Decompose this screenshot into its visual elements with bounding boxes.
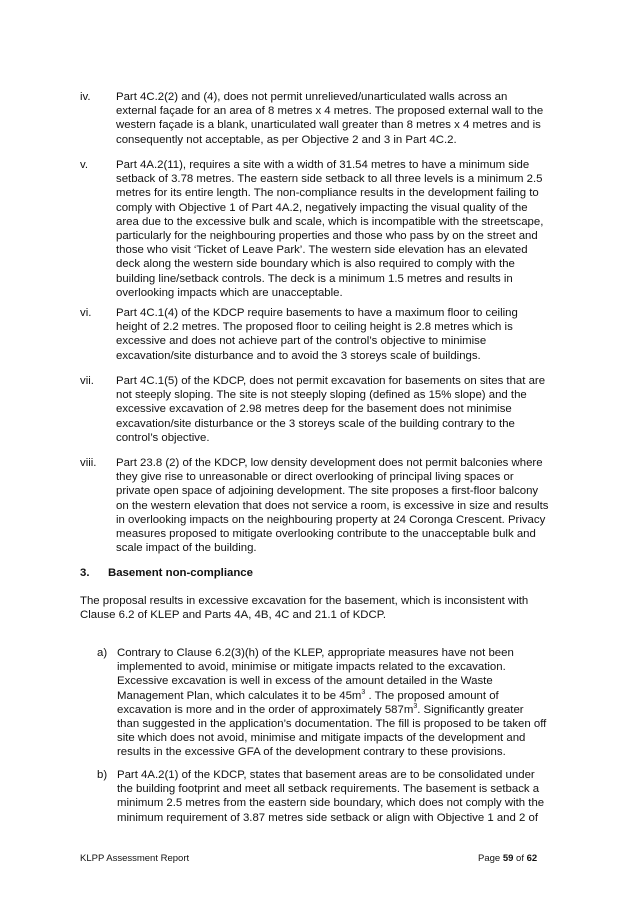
- section-heading: [80, 566, 253, 580]
- list-item-vii: [80, 374, 550, 445]
- alpha-item-text: Part 4A.2(1) of the KDCP, states that basement areas are to be consolidated under the building footprint and meet all setback requirements. The basement is setback a minimum 2.5 metres from the eastern side boundary, which does not comply with the minimum requirement of 3.87 metres side setback or align with Objective 1 and 2 of: [117, 769, 545, 824]
- list-marker: iv.: [80, 91, 91, 103]
- list-item-text: Part 23.8 (2) of the KDCP, low density development does not permit balconies where they give rise to unreasonable or direct overlooking of principal living spaces or private open space of adjoining development. The site proposes a first-floor balcony on the western elevation that does not service a room, is excessive in size and results in overlooking impacts on the neighbouring property at 24 Coronga Crescent. Privacy measures proposed to mitigate overlooking contribute to the unacceptable bulk and scale impact of the building.: [116, 457, 549, 555]
- section-intro: The proposal results in excessive excavation for the basement, which is inconsistent with Clause 6.2 of KLEP and Parts 4A, 4B, 4C and 21.1 of KDCP.: [80, 595, 529, 622]
- alpha-item-text: Contrary to Clause 6.2(3)(h) of the KLEP, appropriate measures have not been implemented to avoid, minimise or mitigate impacts related to the excavation. Excessive excavation is well in excess of the amount detailed in the Waste Management Plan, which calculates it to be $45m^3$ . The proposed amount of excavation is more and in the order of approximately $587m^3$. Significantly greater than suggested in the application’s documentation. The fill is proposed to be taken off site which does not avoid, minimise and mitigate impacts of the development and results in the excessive GFA of the development contrary to these provisions.: [117, 647, 547, 759]
- footer-page-number: Page 59 of 62: [478, 853, 538, 864]
- list-marker: viii.: [80, 457, 97, 469]
- list-marker: vi.: [80, 307, 92, 319]
- list-item-text: Part 4C.2(2) and (4), does not permit unrelieved/unarticulated walls across an external façade for an area of 8 metres x 4 metres. The proposed external wall to the western façade is a blank, unarticulated wall greater than 8 metres x 4 metres and is consequently not acceptable, as per Objective 2 and 3 in Part 4C.2.: [116, 91, 544, 146]
- section-title: Basement non-compliance: [108, 567, 253, 579]
- list-item-text: Part 4C.1(4) of the KDCP require basements to have a maximum floor to ceiling height of 2.2 metres. The proposed floor to ceiling height is 2.8 metres which is excessive and does not achieve part of the control’s objective to minimise excavation/site disturbance and to avoid the 3 storeys scale of buildings.: [116, 307, 518, 362]
- list-item-text: Part 4C.1(5) of the KDCP, does not permit excavation for basements on sites that are not steeply sloping. The site is not steeply sloping (defined as 15% slope) and the excessive excavation of 2.98 metres deep for the basement does not minimise excavation/site disturbance or the 3 storeys scale of the building contrary to the control’s objective.: [116, 375, 546, 444]
- list-marker: v.: [80, 159, 89, 171]
- alpha-item-a: [97, 646, 547, 760]
- list-item-iv: [80, 90, 550, 147]
- list-item-viii: [80, 456, 550, 555]
- alpha-marker: b): [97, 769, 108, 781]
- list-item-vi: [80, 306, 550, 363]
- alpha-item-b: [97, 768, 547, 825]
- section-number: 3.: [80, 567, 90, 579]
- list-marker: vii.: [80, 375, 94, 387]
- footer-report-title: KLPP Assessment Report: [80, 853, 190, 864]
- list-item-text: Part 4A.2(11), requires a site with a width of 31.54 metres to have a minimum side setback of 3.78 metres. The eastern side setback to all three levels is a minimum 2.5 metres for its entire length. The non-compliance results in the development failing to comply with Objective 1 of Part 4A.2, negatively impacting the visual quality of the area due to the excessive bulk and scale, which is incompatible with the streetscape, particularly for the neighbouring properties and those who pass by on the street and those who visit ‘Ticket of Leave Park’. The western side elevation has an elevated deck along the western side boundary which is also required to comply with the building line/setback controls. The deck is a minimum 1.5 metres and results in overlooking impacts which are unacceptable.: [116, 159, 544, 299]
- alpha-marker: a): [97, 647, 108, 659]
- list-item-v: [80, 158, 550, 300]
